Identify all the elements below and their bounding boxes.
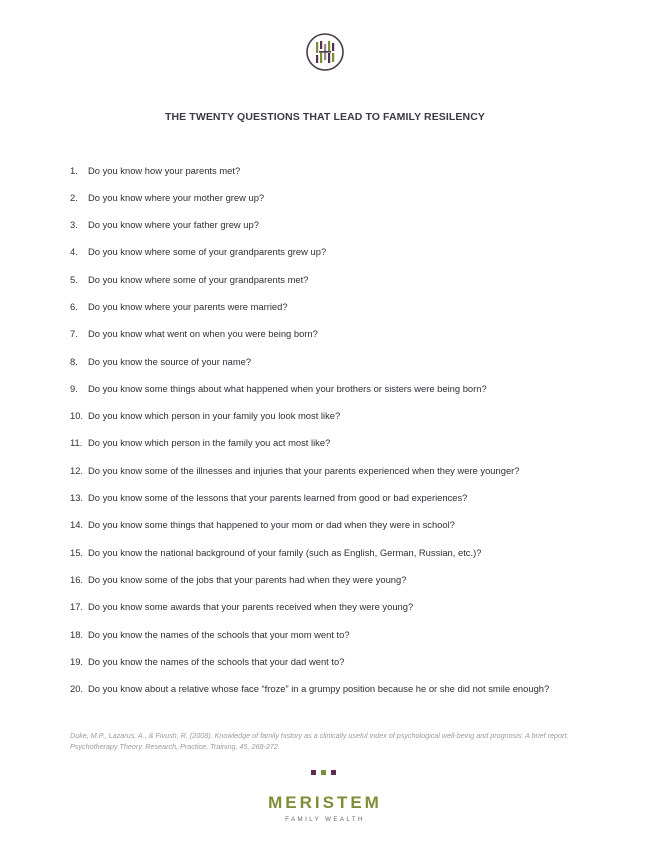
- question-text: Do you know where your father grew up?: [88, 219, 259, 231]
- plum-dot-1: [311, 770, 316, 775]
- citation-text: Duke, M.P., Lazarus, A., & Fivush, R. (2008). Knowledge of family history as a clinically useful index of psychological well-being and prognosis: A brief report. Psychotherapy Theory, Research, Practice, Training, 45, 268-272.: [70, 731, 569, 751]
- question-text: Do you know which person in the family you act most like?: [88, 437, 331, 449]
- question-item: [70, 404, 590, 431]
- decorative-dots: [311, 770, 341, 776]
- question-text: Do you know what went on when you were being born?: [88, 328, 318, 340]
- brand-name: MERISTEM: [268, 793, 382, 812]
- question-number: 17.: [70, 601, 84, 613]
- question-item: [70, 349, 590, 376]
- question-item: [70, 677, 590, 717]
- question-text: Do you know some awards that your parents received when they were young?: [88, 601, 414, 613]
- question-number: 5.: [70, 273, 78, 285]
- question-item: [70, 431, 590, 458]
- question-item: [70, 240, 590, 267]
- question-number: 11.: [70, 437, 83, 449]
- meristem-logo-icon: [305, 32, 345, 72]
- question-number: 1.: [70, 164, 78, 176]
- question-number: 7.: [70, 328, 78, 340]
- question-item: [70, 595, 590, 622]
- question-text: Do you know where your mother grew up?: [88, 191, 265, 203]
- document-title: THE TWENTY QUESTIONS THAT LEAD TO FAMILY RESILENCY: [164, 111, 486, 123]
- question-item: [70, 540, 590, 567]
- question-text: Do you know some of the illnesses and injuries that your parents experienced when they were younger?: [88, 464, 520, 476]
- question-number: 16.: [70, 573, 84, 585]
- question-item: [70, 649, 590, 676]
- question-number: 3.: [70, 219, 78, 231]
- question-text: Do you know some things about what happened when your brothers or sisters were being born?: [88, 382, 487, 394]
- question-number: 13.: [70, 492, 84, 504]
- question-number: 15.: [70, 546, 84, 558]
- question-number: 20.: [70, 683, 84, 695]
- question-number: 14.: [70, 519, 84, 531]
- question-number: 19.: [70, 655, 84, 667]
- brand-tagline: FAMILY WEALTH: [285, 816, 365, 823]
- question-item: [70, 158, 590, 185]
- question-text: Do you know where some of your grandparents grew up?: [88, 246, 327, 258]
- question-text: Do you know the national background of your family (such as English, German, Russian, etc.)?: [88, 546, 482, 558]
- question-number: 2.: [70, 191, 78, 203]
- question-number: 10.: [70, 410, 84, 422]
- question-item: [70, 567, 590, 594]
- question-number: 9.: [70, 382, 78, 394]
- question-text: Do you know which person in your family you look most like?: [88, 410, 341, 422]
- question-item: [70, 185, 590, 212]
- question-list: [70, 158, 590, 717]
- question-item: [70, 294, 590, 321]
- question-item: [70, 322, 590, 349]
- question-text: Do you know some things that happened to your mom or dad when they were in school?: [88, 519, 455, 531]
- green-dot: [321, 770, 326, 775]
- plum-dot-2: [331, 770, 336, 775]
- question-item: [70, 458, 590, 485]
- question-item: [70, 486, 590, 513]
- question-number: 8.: [70, 355, 78, 367]
- question-item: [70, 213, 590, 240]
- question-text: Do you know some of the lessons that your parents learned from good or bad experiences?: [88, 492, 468, 504]
- question-item: [70, 267, 590, 294]
- question-text: Do you know how your parents met?: [88, 164, 241, 176]
- question-text: Do you know some of the jobs that your parents had when they were young?: [88, 573, 407, 585]
- question-text: Do you know where some of your grandparents met?: [88, 273, 309, 285]
- question-number: 4.: [70, 246, 78, 258]
- question-text: Do you know where your parents were married?: [88, 300, 288, 312]
- question-text: Do you know about a relative whose face “froze” in a grumpy position because he or she did not smile enough?: [88, 683, 550, 695]
- question-item: [70, 513, 590, 540]
- question-text: Do you know the names of the schools that your mom went to?: [88, 628, 350, 640]
- question-number: 6.: [70, 300, 78, 312]
- question-item: [70, 376, 590, 403]
- question-number: 18.: [70, 628, 84, 640]
- question-text: Do you know the source of your name?: [88, 355, 252, 367]
- question-number: 12.: [70, 464, 84, 476]
- question-text: Do you know the names of the schools that your dad went to?: [88, 655, 345, 667]
- question-item: [70, 622, 590, 649]
